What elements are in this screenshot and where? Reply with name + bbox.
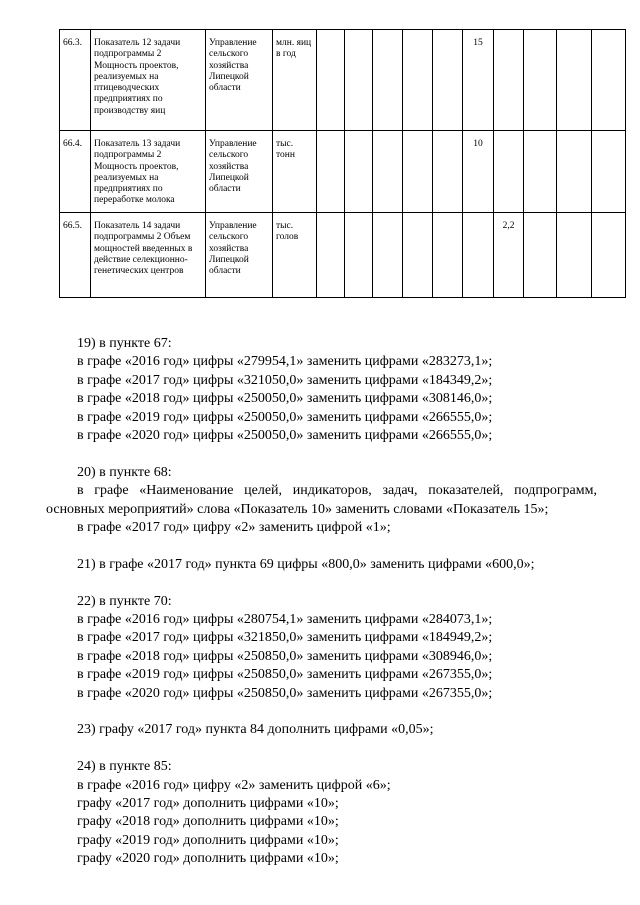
value-cell <box>557 30 592 131</box>
amendment-line: в графе «2020 год» цифры «250050,0» заменить цифрами «266555,0»; <box>77 428 493 444</box>
value-cell <box>345 30 373 131</box>
value-cell <box>494 30 524 131</box>
indicators-table <box>59 29 626 298</box>
amendment-paragraph-first-line: в графе «Наименование целей, индикаторов, задач, показателей, подпрограмм, <box>77 483 597 499</box>
unit-of-measure: тыс. голов <box>273 213 317 298</box>
value-cell <box>592 213 626 298</box>
amendment-heading: 20) в пункте 68: <box>77 464 172 480</box>
amendment-19 <box>0 335 640 445</box>
amendment-heading: 24) в пункте 85: <box>77 759 172 775</box>
amendment-22 <box>0 593 640 703</box>
value-cell: 15 <box>463 30 494 131</box>
amendment-23 <box>0 721 640 739</box>
value-cell <box>494 131 524 213</box>
unit-of-measure: тыс. тонн <box>273 131 317 213</box>
responsible-executor: Управление сельского хозяйства Липецкой области <box>206 131 273 213</box>
amendment-line: в графе «2019 год» цифры «250850,0» заменить цифрами «267355,0»; <box>77 667 493 683</box>
responsible-executor: Управление сельского хозяйства Липецкой области <box>206 30 273 131</box>
amendment-line: в графе «2017 год» цифры «321050,0» заменить цифрами «184349,2»; <box>77 372 493 388</box>
responsible-executor: Управление сельского хозяйства Липецкой области <box>206 213 273 298</box>
value-cell <box>373 131 403 213</box>
value-cell: 10 <box>463 131 494 213</box>
amendment-21 <box>0 556 640 574</box>
amendment-line: в графе «2017 год» цифру «2» заменить цифрой «1»; <box>77 520 391 536</box>
amendment-heading: 22) в пункте 70: <box>77 593 172 609</box>
value-cell <box>524 131 557 213</box>
amendment-heading: 21) в графе «2017 год» пункта 69 цифры «800,0» заменить цифрами «600,0»; <box>77 556 535 572</box>
amendment-line: в графе «2020 год» цифры «250850,0» заменить цифрами «267355,0»; <box>77 685 493 701</box>
value-cell <box>433 213 463 298</box>
value-cell <box>373 213 403 298</box>
amendment-24 <box>0 758 640 868</box>
table-row <box>60 213 626 298</box>
amendment-line: в графе «2016 год» цифры «279954,1» заменить цифрами «283273,1»; <box>77 354 493 370</box>
value-cell <box>403 131 433 213</box>
unit-of-measure: млн. яиц в год <box>273 30 317 131</box>
table-row <box>60 30 626 131</box>
amendment-line: графу «2019 год» дополнить цифрами «10»; <box>77 832 339 848</box>
amendment-line: в графе «2018 год» цифры «250050,0» заменить цифрами «308146,0»; <box>77 391 493 407</box>
indicator-name: Показатель 13 задачи подпрограммы 2 Мощность проектов, реализуемых на предприятиях по переработке молока <box>91 131 206 213</box>
amendment-heading: 23) графу «2017 год» пункта 84 дополнить цифрами «0,05»; <box>77 722 434 738</box>
amendment-line: в графе «2019 год» цифры «250050,0» заменить цифрами «266555,0»; <box>77 409 493 425</box>
value-cell <box>373 30 403 131</box>
value-cell <box>592 131 626 213</box>
amendment-line: в графе «2018 год» цифры «250850,0» заменить цифрами «308946,0»; <box>77 648 493 664</box>
amendment-line: в графе «2017 год» цифры «321850,0» заменить цифрами «184949,2»; <box>77 630 493 646</box>
amendments-text <box>0 335 640 887</box>
value-cell <box>433 30 463 131</box>
amendment-line: в графе «2016 год» цифры «280754,1» заменить цифрами «284073,1»; <box>77 612 493 628</box>
value-cell: 2,2 <box>494 213 524 298</box>
value-cell <box>524 30 557 131</box>
value-cell <box>524 213 557 298</box>
value-cell <box>557 213 592 298</box>
amendment-line: графу «2018 год» дополнить цифрами «10»; <box>77 814 339 830</box>
amendment-line: графу «2017 год» дополнить цифрами «10»; <box>77 796 339 812</box>
value-cell <box>557 131 592 213</box>
value-cell <box>345 213 373 298</box>
table-row <box>60 131 626 213</box>
value-cell <box>317 30 345 131</box>
row-number: 66.4. <box>60 131 91 213</box>
indicator-name: Показатель 14 задачи подпрограммы 2 Объем мощностей введенных в действие селекционно-генетических центров <box>91 213 206 298</box>
amendment-line: в графе «2016 год» цифру «2» заменить цифрой «6»; <box>77 777 391 793</box>
value-cell <box>403 213 433 298</box>
value-cell <box>433 131 463 213</box>
value-cell <box>403 30 433 131</box>
amendment-20 <box>0 464 640 538</box>
value-cell <box>463 213 494 298</box>
value-cell <box>592 30 626 131</box>
value-cell <box>317 131 345 213</box>
amendment-line: графу «2020 год» дополнить цифрами «10»; <box>77 851 339 867</box>
row-number: 66.3. <box>60 30 91 131</box>
value-cell <box>317 213 345 298</box>
row-number: 66.5. <box>60 213 91 298</box>
value-cell <box>345 131 373 213</box>
indicator-name: Показатель 12 задачи подпрограммы 2 Мощность проектов, реализуемых на птицеводческих предприятиях по производству яиц <box>91 30 206 131</box>
amendment-paragraph-continuation: основных мероприятий» слова «Показатель 10» заменить словами «Показатель 15»; <box>46 501 549 517</box>
amendment-heading: 19) в пункте 67: <box>77 336 172 351</box>
